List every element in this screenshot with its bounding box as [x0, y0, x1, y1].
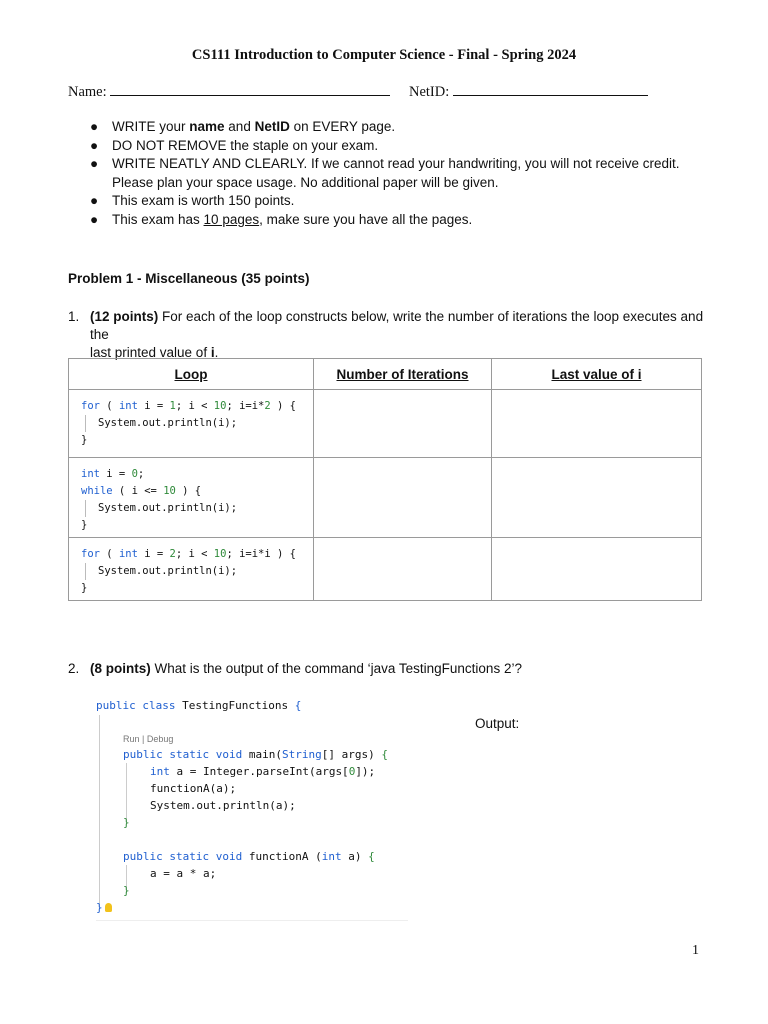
name-label: Name:: [68, 84, 107, 100]
codelens-run-debug[interactable]: Run | Debug: [123, 734, 174, 744]
code-line: }: [96, 899, 112, 916]
name-blank: [110, 83, 390, 96]
bullet-icon: ●: [90, 137, 99, 153]
code-line: functionA(a);: [150, 782, 237, 795]
code-line: int a = Integer.parseInt(args[0]);: [150, 765, 376, 778]
exam-title: CS111 Introduction to Computer Science - Final - Spring 2024: [191, 47, 577, 63]
code-line: public static void functionA (int a) {: [123, 850, 375, 863]
instruction-item: ● DO NOT REMOVE the staple on your exam.: [90, 137, 710, 156]
loop-code: for ( int i = 1; i < 10; i=i*2 ) { System.out.println(i); }: [81, 400, 296, 446]
header-loop: Loop: [69, 359, 314, 390]
table-row: [69, 458, 702, 538]
problem-1-heading: Problem 1 - Miscellaneous (35 points): [68, 271, 310, 286]
netid-line: [409, 83, 648, 101]
instruction-item: ● This exam is worth 150 points.: [90, 192, 710, 211]
table-row: [69, 538, 702, 601]
bullet-icon: ●: [90, 156, 99, 171]
bullet-icon: ●: [90, 211, 99, 227]
loop-code: int i = 0; while ( i <= 10 ) { System.out.println(i); }: [81, 468, 238, 531]
bullet-icon: ●: [90, 193, 99, 208]
header-last-value: Last value of i: [492, 359, 702, 390]
loop-code-cell: [69, 538, 314, 601]
question-2: 2. (8 points) What is the output of the command ‘java TestingFunctions 2’?: [68, 661, 522, 676]
loop-code-cell: [69, 390, 314, 458]
answer-last-value-cell[interactable]: [492, 458, 702, 538]
instruction-item: ● WRITE your name and NetID on EVERY page.: [90, 118, 710, 137]
lightbulb-icon[interactable]: [105, 903, 112, 912]
answer-iterations-cell[interactable]: [314, 458, 492, 538]
page-number: 1: [692, 943, 699, 958]
instruction-item: ● This exam has 10 pages, make sure you have all the pages.: [90, 211, 710, 230]
code-line: }: [123, 816, 130, 829]
name-line: [68, 83, 390, 101]
loop-table: [68, 358, 702, 601]
code-line: a = a * a;: [150, 867, 217, 880]
header-iterations: Number of Iterations: [314, 359, 492, 390]
code-line: public static void main(String[] args) {: [123, 748, 388, 761]
output-label: Output:: [475, 716, 520, 731]
instruction-item: ● WRITE NEATLY AND CLEARLY. If we cannot read your handwriting, you will not receive credit. Please plan your space usage. No additional paper will be given.: [90, 156, 680, 190]
code-line: System.out.println(a);: [150, 799, 296, 812]
table-header-row: [69, 359, 702, 390]
instructions-list: [90, 118, 710, 229]
answer-last-value-cell[interactable]: [492, 390, 702, 458]
bullet-icon: ●: [90, 119, 99, 134]
loop-code-cell: [69, 458, 314, 538]
code-line: public class TestingFunctions {: [96, 699, 302, 712]
answer-iterations-cell[interactable]: [314, 538, 492, 601]
netid-label: NetID:: [409, 84, 450, 100]
answer-iterations-cell[interactable]: [314, 390, 492, 458]
indent-guide: [99, 715, 100, 909]
answer-last-value-cell[interactable]: [492, 538, 702, 601]
question-1: 1. (12 points) For each of the loop constructs below, write the number of iterations the loop executes and the last printed value of i.: [68, 309, 704, 360]
table-row: [69, 390, 702, 458]
loop-code: for ( int i = 2; i < 10; i=i*i ) { System.out.println(i); }: [81, 548, 296, 594]
code-line: }: [123, 884, 130, 897]
netid-blank: [453, 83, 648, 96]
code-snippet: [96, 695, 408, 921]
